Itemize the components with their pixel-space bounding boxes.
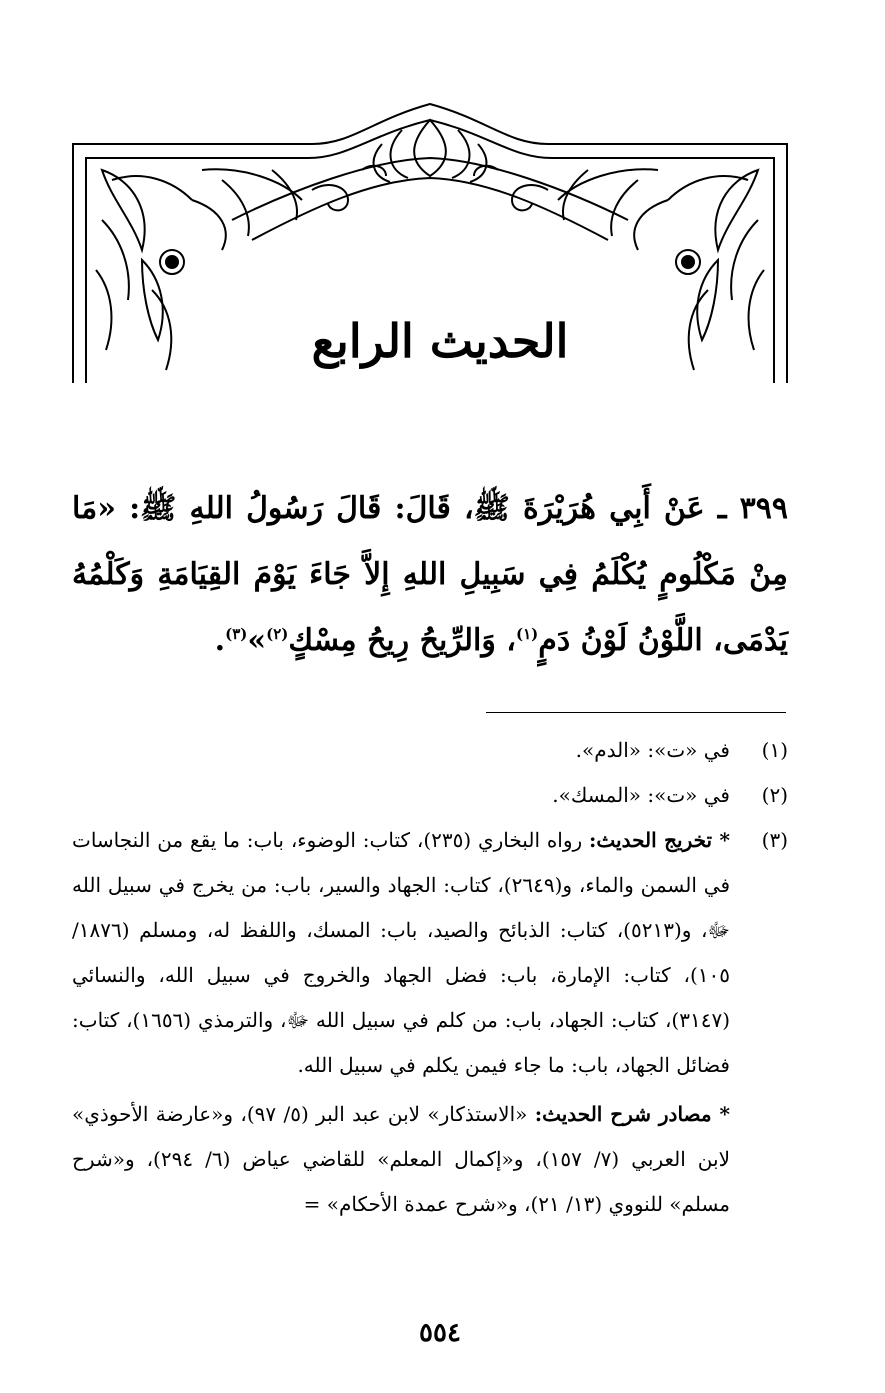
footnote-3: [72, 818, 788, 1227]
footnotes: [72, 728, 788, 1227]
hadith-end-mark: .: [214, 623, 226, 658]
footnote-2-text: في «ت»: «المسك».: [552, 783, 730, 807]
footnote-1: [72, 728, 788, 773]
footnote-ref-1[interactable]: (١): [515, 625, 539, 643]
hadith-text-part-3: »: [247, 623, 267, 658]
footnote-2-number: (٢): [761, 783, 788, 807]
sources-text: «الاستذكار» لابن عبد البر (٥/ ٩٧)، و«عارضة الأحوذي» لابن العربي (٧/ ١٥٧)، و«إكمال المعلم» للقاضي عياض (٦/ ٢٩٤)، و«شرح مسلم» للنووي (١٣/ ٢١)، و«شرح عمدة الأحكام» =: [72, 1102, 730, 1216]
hadith-separator: ـ: [704, 491, 740, 526]
chapter-title: الحديث الرابع: [311, 314, 569, 368]
page-number: ٥٥٤: [419, 1318, 461, 1348]
sources-label: * مصادر شرح الحديث:: [534, 1102, 730, 1126]
footnote-2: [72, 773, 788, 818]
takhrij-label: * تخريج الحديث:: [589, 828, 730, 852]
takhrij-paragraph: [72, 818, 730, 1088]
hadith-text-part-2: ، وَالرِّيحُ رِيحُ مِسْكٍ: [288, 623, 516, 658]
sources-paragraph: [72, 1092, 730, 1227]
footnote-1-number: (١): [761, 738, 788, 762]
footnote-3-body: [72, 818, 730, 1227]
hadith-number: ٣٩٩: [739, 491, 788, 526]
footnote-1-text: في «ت»: «الدم».: [575, 738, 730, 762]
footnote-3-number: (٣): [761, 828, 788, 852]
hadith-text: [72, 476, 788, 674]
hadith-text-part-1: عَنْ أَبِي هُرَيْرَةَ ﷺ، قَالَ: قَالَ رَسُولُ اللهِ ﷺ: «مَا مِنْ مَكْلُومٍ يُكْلَمُ فِي سَبِيلِ اللهِ إِلاَّ جَاءَ يَوْمَ القِيَامَةِ وَكَلْمُهُ يَدْمَى، اللَّوْنُ لَوْنُ دَمٍ: [72, 491, 788, 658]
footnote-ref-3[interactable]: (٣): [225, 625, 248, 643]
takhrij-text: رواه البخاري (٢٣٥)، كتاب: الوضوء، باب: ما يقع من النجاسات في السمن والماء، و(٢٦٤٩)، كتاب: الجهاد والسير، باب: من يخرج في سبيل الله ﷻ، و(٥٢١٣)، كتاب: الذبائح والصيد، باب: المسك، واللفظ له، ومسلم (١٨٧٦/ ١٠٥)، كتاب: الإمارة، باب: فضل الجهاد والخروج في سبيل الله، والنسائي (٣١٤٧)، كتاب: الجهاد، باب: من كلم في سبيل الله ﷻ، والترمذي (١٦٥٦)، كتاب: فضائل الجهاد، باب: ما جاء فيمن يكلم في سبيل الله.: [72, 828, 730, 1077]
footnote-ref-2[interactable]: (٢): [266, 625, 289, 643]
footnote-separator: [486, 712, 786, 713]
